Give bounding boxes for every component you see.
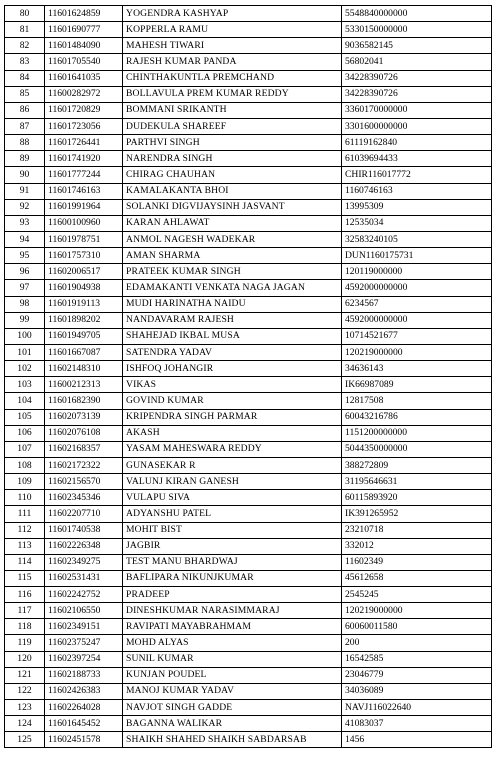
participant-name-cell: SATENDRA YADAV	[123, 344, 342, 360]
contact-number-cell: 3360170000000	[342, 102, 492, 118]
contact-number-cell: 12535034	[342, 215, 492, 231]
table-row	[5, 700, 492, 716]
table-row	[5, 328, 492, 344]
serial-number-cell: 107	[5, 441, 45, 457]
registration-id-cell: 11602397254	[45, 651, 123, 667]
participant-name-cell: YASAM MAHESWARA REDDY	[123, 441, 342, 457]
contact-number-cell: 56802041	[342, 54, 492, 70]
participant-name-cell: VIKAS	[123, 377, 342, 393]
participant-name-cell: SHAIKH SHAHED SHAIKH SABDARSAB	[123, 732, 342, 748]
serial-number-cell: 122	[5, 683, 45, 699]
table-row	[5, 554, 492, 570]
serial-number-cell: 84	[5, 70, 45, 86]
serial-number-cell: 94	[5, 231, 45, 247]
registration-id-cell: 11601898202	[45, 312, 123, 328]
registration-id-cell: 11601726441	[45, 135, 123, 151]
contact-number-cell: 60060011580	[342, 619, 492, 635]
contact-number-cell: 45612658	[342, 570, 492, 586]
table-row	[5, 683, 492, 699]
table-row	[5, 312, 492, 328]
table-row	[5, 538, 492, 554]
table-row	[5, 248, 492, 264]
serial-number-cell: 114	[5, 554, 45, 570]
table-row	[5, 22, 492, 38]
contact-number-cell: CHIR116017772	[342, 167, 492, 183]
table-row	[5, 344, 492, 360]
serial-number-cell: 80	[5, 6, 45, 22]
registration-id-cell: 11601641035	[45, 70, 123, 86]
serial-number-cell: 121	[5, 667, 45, 683]
contact-number-cell: 16542585	[342, 651, 492, 667]
participant-name-cell: AMAN SHARMA	[123, 248, 342, 264]
contact-number-cell: 1160746163	[342, 183, 492, 199]
registration-id-cell: 11601740538	[45, 522, 123, 538]
participant-name-cell: ANMOL NAGESH WADEKAR	[123, 231, 342, 247]
table-row	[5, 474, 492, 490]
table-row	[5, 167, 492, 183]
contact-number-cell: 200	[342, 635, 492, 651]
serial-number-cell: 101	[5, 344, 45, 360]
contact-number-cell: 12817508	[342, 393, 492, 409]
registration-id-cell: 11601978751	[45, 231, 123, 247]
contact-number-cell: 31195646631	[342, 474, 492, 490]
serial-number-cell: 111	[5, 506, 45, 522]
serial-number-cell: 99	[5, 312, 45, 328]
serial-number-cell: 110	[5, 490, 45, 506]
contact-number-cell: 4592000000000	[342, 280, 492, 296]
participant-name-cell: NARENDRA SINGH	[123, 151, 342, 167]
table-row	[5, 199, 492, 215]
contact-number-cell: 6234567	[342, 296, 492, 312]
table-row	[5, 716, 492, 732]
table-row	[5, 54, 492, 70]
registration-id-cell: 11601904938	[45, 280, 123, 296]
table-row	[5, 6, 492, 22]
table-row	[5, 522, 492, 538]
registration-id-cell: 11600282972	[45, 86, 123, 102]
contact-number-cell: IK391265952	[342, 506, 492, 522]
registration-id-cell: 11602349275	[45, 554, 123, 570]
participant-name-cell: RAJESH KUMAR PANDA	[123, 54, 342, 70]
registration-id-cell: 11601991964	[45, 199, 123, 215]
contact-number-cell: 61039694433	[342, 151, 492, 167]
participant-name-cell: KRIPENDRA SINGH PARMAR	[123, 409, 342, 425]
table-row	[5, 635, 492, 651]
participant-name-cell: CHIRAG CHAUHAN	[123, 167, 342, 183]
serial-number-cell: 116	[5, 587, 45, 603]
contact-number-cell: 60043216786	[342, 409, 492, 425]
contact-number-cell: 120219000000	[342, 603, 492, 619]
serial-number-cell: 98	[5, 296, 45, 312]
registration-id-cell: 11601949705	[45, 328, 123, 344]
registration-id-cell: 11602242752	[45, 587, 123, 603]
participant-name-cell: YOGENDRA KASHYAP	[123, 6, 342, 22]
registration-id-cell: 11602226348	[45, 538, 123, 554]
registration-id-cell: 11601705540	[45, 54, 123, 70]
contact-number-cell: 388272809	[342, 457, 492, 473]
registration-id-cell: 11602073139	[45, 409, 123, 425]
registration-id-cell: 11601720829	[45, 102, 123, 118]
serial-number-cell: 124	[5, 716, 45, 732]
serial-number-cell: 117	[5, 603, 45, 619]
participant-name-cell: CHINTHAKUNTLA PREMCHAND	[123, 70, 342, 86]
table-row	[5, 441, 492, 457]
participant-name-cell: KARAN AHLAWAT	[123, 215, 342, 231]
participant-name-cell: NAVJOT SINGH GADDE	[123, 700, 342, 716]
participant-name-cell: AKASH	[123, 425, 342, 441]
registration-id-cell: 11600212313	[45, 377, 123, 393]
serial-number-cell: 118	[5, 619, 45, 635]
table-row	[5, 667, 492, 683]
registration-id-cell: 11601746163	[45, 183, 123, 199]
contact-number-cell: 60115893920	[342, 490, 492, 506]
registration-id-cell: 11601645452	[45, 716, 123, 732]
participant-name-cell: DINESHKUMAR NARASIMMARAJ	[123, 603, 342, 619]
table-row	[5, 570, 492, 586]
participant-name-cell: BOMMANI SRIKANTH	[123, 102, 342, 118]
registration-id-cell: 11601723056	[45, 118, 123, 134]
participant-name-cell: DUDEKULA SHAREEF	[123, 118, 342, 134]
participant-name-cell: ISHFOQ JOHANGIR	[123, 361, 342, 377]
contact-number-cell: 10714521677	[342, 328, 492, 344]
participant-name-cell: SHAHEJAD IKBAL MUSA	[123, 328, 342, 344]
table-row	[5, 135, 492, 151]
table-row	[5, 490, 492, 506]
serial-number-cell: 120	[5, 651, 45, 667]
registration-id-cell: 11602188733	[45, 667, 123, 683]
registration-id-cell: 11602148310	[45, 361, 123, 377]
contact-number-cell: 5330150000000	[342, 22, 492, 38]
participant-name-cell: JAGBIR	[123, 538, 342, 554]
registration-id-cell: 11601484090	[45, 38, 123, 54]
contact-number-cell: 41083037	[342, 716, 492, 732]
registration-id-cell: 11602451578	[45, 732, 123, 748]
registration-id-cell: 11602426383	[45, 683, 123, 699]
contact-number-cell: 5548840000000	[342, 6, 492, 22]
registration-id-cell: 11602531431	[45, 570, 123, 586]
participant-name-cell: BAFLIPARA NIKUNJKUMAR	[123, 570, 342, 586]
table-row	[5, 425, 492, 441]
serial-number-cell: 113	[5, 538, 45, 554]
serial-number-cell: 106	[5, 425, 45, 441]
registration-id-cell: 11601777244	[45, 167, 123, 183]
table-row	[5, 506, 492, 522]
serial-number-cell: 105	[5, 409, 45, 425]
contact-number-cell: 1151200000000	[342, 425, 492, 441]
participant-name-cell: SOLANKI DIGVIJAYSINH JASVANT	[123, 199, 342, 215]
serial-number-cell: 103	[5, 377, 45, 393]
table-row	[5, 151, 492, 167]
participant-name-cell: TEST MANU BHARDWAJ	[123, 554, 342, 570]
table-row	[5, 587, 492, 603]
table-row	[5, 70, 492, 86]
table-row	[5, 86, 492, 102]
contact-number-cell: 4592000000000	[342, 312, 492, 328]
participant-name-cell: GOVIND KUMAR	[123, 393, 342, 409]
participant-name-cell: MANOJ KUMAR YADAV	[123, 683, 342, 699]
contact-number-cell: 11602349	[342, 554, 492, 570]
table-row	[5, 38, 492, 54]
table-row	[5, 651, 492, 667]
table-row	[5, 409, 492, 425]
serial-number-cell: 123	[5, 700, 45, 716]
contact-number-cell: 34036089	[342, 683, 492, 699]
serial-number-cell: 100	[5, 328, 45, 344]
roster-table	[4, 5, 492, 748]
serial-number-cell: 108	[5, 457, 45, 473]
serial-number-cell: 112	[5, 522, 45, 538]
table-row	[5, 118, 492, 134]
registration-id-cell: 11602106550	[45, 603, 123, 619]
table-row	[5, 231, 492, 247]
registration-id-cell: 11601919113	[45, 296, 123, 312]
serial-number-cell: 119	[5, 635, 45, 651]
registration-id-cell: 11602156570	[45, 474, 123, 490]
participant-name-cell: MOHIT BIST	[123, 522, 342, 538]
registration-id-cell: 11601624859	[45, 6, 123, 22]
participant-name-cell: BAGANNA WALIKAR	[123, 716, 342, 732]
participant-name-cell: KOPPERLA RAMU	[123, 22, 342, 38]
contact-number-cell: 3301600000000	[342, 118, 492, 134]
table-row	[5, 457, 492, 473]
table-row	[5, 377, 492, 393]
serial-number-cell: 81	[5, 22, 45, 38]
serial-number-cell: 92	[5, 199, 45, 215]
contact-number-cell: 332012	[342, 538, 492, 554]
participant-name-cell: PRADEEP	[123, 587, 342, 603]
participant-name-cell: VALUNJ KIRAN GANESH	[123, 474, 342, 490]
contact-number-cell: DUN1160175731	[342, 248, 492, 264]
registration-id-cell: 11602375247	[45, 635, 123, 651]
registration-id-cell: 11602168357	[45, 441, 123, 457]
table-row	[5, 732, 492, 748]
serial-number-cell: 91	[5, 183, 45, 199]
registration-id-cell: 11601757310	[45, 248, 123, 264]
serial-number-cell: 109	[5, 474, 45, 490]
registration-id-cell: 11602345346	[45, 490, 123, 506]
serial-number-cell: 89	[5, 151, 45, 167]
serial-number-cell: 102	[5, 361, 45, 377]
registration-id-cell: 11601690777	[45, 22, 123, 38]
registration-id-cell: 11600100960	[45, 215, 123, 231]
contact-number-cell: 23210718	[342, 522, 492, 538]
serial-number-cell: 88	[5, 135, 45, 151]
table-row	[5, 296, 492, 312]
participant-name-cell: ADYANSHU PATEL	[123, 506, 342, 522]
contact-number-cell: 2545245	[342, 587, 492, 603]
registration-id-cell: 11602076108	[45, 425, 123, 441]
contact-number-cell: 5044350000000	[342, 441, 492, 457]
serial-number-cell: 82	[5, 38, 45, 54]
table-row	[5, 215, 492, 231]
participant-name-cell: MOHD ALYAS	[123, 635, 342, 651]
registration-id-cell: 11602172322	[45, 457, 123, 473]
participant-name-cell: KAMALAKANTA BHOI	[123, 183, 342, 199]
participant-name-cell: SUNIL KUMAR	[123, 651, 342, 667]
participant-name-cell: MAHESH TIWARI	[123, 38, 342, 54]
registration-id-cell: 11602349151	[45, 619, 123, 635]
document-page	[4, 5, 491, 748]
contact-number-cell: 9036582145	[342, 38, 492, 54]
participant-name-cell: VULAPU SIVA	[123, 490, 342, 506]
serial-number-cell: 87	[5, 118, 45, 134]
contact-number-cell: 32583240105	[342, 231, 492, 247]
registration-id-cell: 11602264028	[45, 700, 123, 716]
serial-number-cell: 96	[5, 264, 45, 280]
participant-name-cell: PRATEEK KUMAR SINGH	[123, 264, 342, 280]
serial-number-cell: 95	[5, 248, 45, 264]
contact-number-cell: 34636143	[342, 361, 492, 377]
contact-number-cell: 120119000000	[342, 264, 492, 280]
contact-number-cell: 34228390726	[342, 86, 492, 102]
participant-name-cell: PARTHVI SINGH	[123, 135, 342, 151]
table-row	[5, 393, 492, 409]
table-row	[5, 102, 492, 118]
contact-number-cell: 120219000000	[342, 344, 492, 360]
serial-number-cell: 93	[5, 215, 45, 231]
serial-number-cell: 104	[5, 393, 45, 409]
table-row	[5, 361, 492, 377]
table-row	[5, 603, 492, 619]
serial-number-cell: 90	[5, 167, 45, 183]
serial-number-cell: 86	[5, 102, 45, 118]
contact-number-cell: 1456	[342, 732, 492, 748]
participant-name-cell: KUNJAN POUDEL	[123, 667, 342, 683]
contact-number-cell: NAVJ116022640	[342, 700, 492, 716]
participant-name-cell: EDAMAKANTI VENKATA NAGA JAGAN	[123, 280, 342, 296]
contact-number-cell: 34228390726	[342, 70, 492, 86]
serial-number-cell: 97	[5, 280, 45, 296]
participant-name-cell: RAVIPATI MAYABRAHMAM	[123, 619, 342, 635]
contact-number-cell: 61119162840	[342, 135, 492, 151]
participant-name-cell: NANDAVARAM RAJESH	[123, 312, 342, 328]
registration-id-cell: 11602207710	[45, 506, 123, 522]
serial-number-cell: 85	[5, 86, 45, 102]
table-row	[5, 619, 492, 635]
registration-id-cell: 11601667087	[45, 344, 123, 360]
participant-name-cell: BOLLAVULA PREM KUMAR REDDY	[123, 86, 342, 102]
table-row	[5, 280, 492, 296]
table-row	[5, 264, 492, 280]
contact-number-cell: IK66987089	[342, 377, 492, 393]
registration-id-cell: 11602006517	[45, 264, 123, 280]
serial-number-cell: 115	[5, 570, 45, 586]
serial-number-cell: 125	[5, 732, 45, 748]
roster-table-body	[5, 6, 492, 748]
contact-number-cell: 13995309	[342, 199, 492, 215]
table-row	[5, 183, 492, 199]
participant-name-cell: MUDI HARINATHA NAIDU	[123, 296, 342, 312]
registration-id-cell: 11601741920	[45, 151, 123, 167]
participant-name-cell: GUNASEKAR R	[123, 457, 342, 473]
serial-number-cell: 83	[5, 54, 45, 70]
contact-number-cell: 23046779	[342, 667, 492, 683]
registration-id-cell: 11601682390	[45, 393, 123, 409]
